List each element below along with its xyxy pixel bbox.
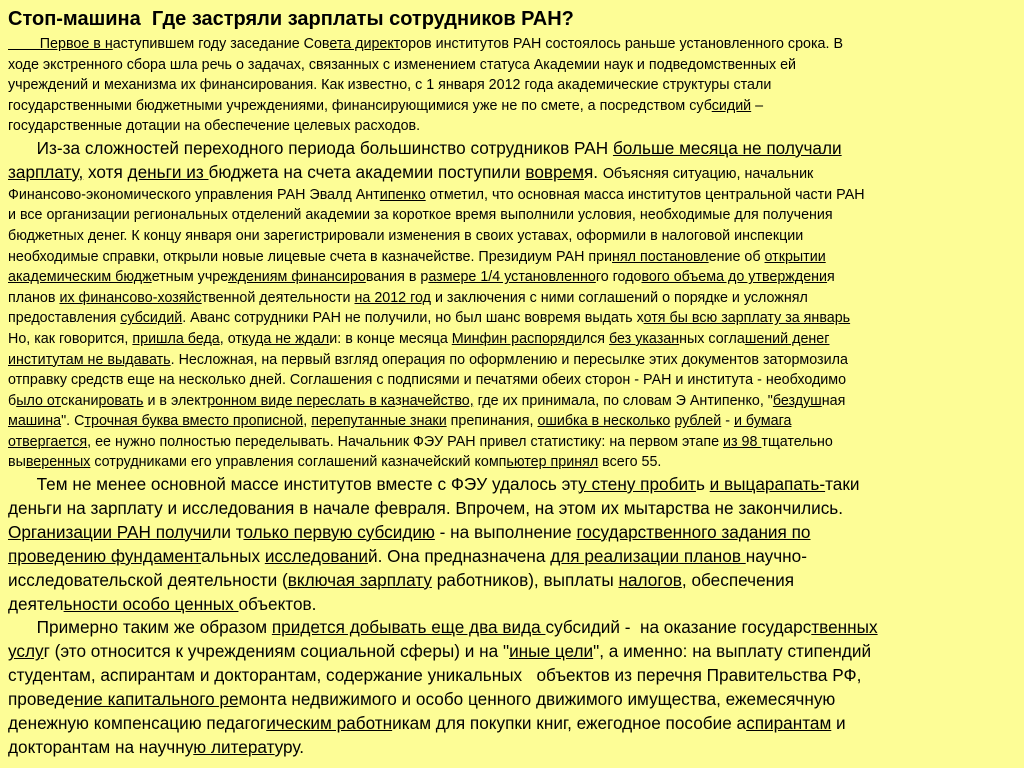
text-line (8, 308, 1024, 329)
underlined-link[interactable]: включая зарплату (287, 569, 432, 590)
text-segment: вания в р (365, 269, 429, 286)
text-line (8, 185, 1024, 206)
underlined-link[interactable]: отвергается (8, 433, 88, 450)
text-segment: хотя (83, 161, 128, 182)
text-segment: отметил, что основная масса институтов центральной части РАН (425, 186, 865, 203)
underlined-link[interactable]: налогов (618, 569, 682, 590)
text-line (8, 569, 1024, 593)
text-segment: б (8, 392, 17, 409)
underlined-link[interactable]: ета директ (329, 36, 401, 52)
text-segment: з (395, 392, 402, 409)
text-segment: . Аванс сотрудники РАН не получили, но был шанс вовремя выдать х (182, 310, 644, 327)
underlined-link[interactable]: ровать (98, 392, 144, 409)
underlined-link[interactable]: Первое в н (8, 36, 113, 52)
text-segment: ная (821, 392, 846, 409)
text-segment: Финансово-экономического управления РАН Эвалд Ант (8, 186, 380, 203)
text-line (8, 411, 1024, 432)
underlined-link[interactable]: на 2012 год (354, 289, 431, 306)
text-segment: необходимые справки, открыли новые лицевые счета в казначействе. Президиум РАН при (8, 248, 613, 265)
text-segment: етным учре (151, 269, 229, 286)
text-segment: Но, как говорится, (8, 330, 133, 347)
text-line (8, 688, 1024, 712)
text-line (8, 640, 1024, 664)
text-line (8, 370, 1024, 391)
text-line (8, 116, 1024, 137)
underlined-link[interactable]: их финансово-хозяйс (59, 289, 202, 306)
text-line (8, 34, 1024, 55)
underlined-link[interactable]: у стену пробит (578, 474, 696, 495)
underlined-link[interactable]: вого объема до утверждени (641, 269, 828, 286)
text-line (8, 664, 1024, 688)
underlined-link[interactable]: иные цели (509, 641, 594, 662)
text-line (8, 55, 1024, 76)
text-segment: ение об (708, 248, 765, 265)
underlined-link[interactable]: ние капитального ре (74, 689, 239, 710)
text-line (8, 96, 1024, 117)
underlined-link[interactable]: услу (8, 641, 44, 662)
text-segment: Примерно таким же образом (8, 617, 272, 638)
text-segment: предоставления (8, 310, 121, 327)
underlined-link[interactable]: рублей (674, 413, 722, 430)
text-segment: скани (60, 392, 99, 409)
underlined-link[interactable]: твенных (811, 617, 878, 638)
text-segment: где их принимала, по словам Э Антипенко, " (473, 392, 773, 409)
text-line (8, 288, 1024, 309)
text-segment: лся (581, 330, 609, 347)
text-segment: монта недвижимого и особо ценного движимого имущества, ежемесячную (238, 689, 836, 710)
underlined-link[interactable]: придется добывать еще два вида (271, 617, 546, 638)
underlined-link[interactable]: веренных (25, 454, 91, 471)
text-line (8, 247, 1024, 268)
underlined-link[interactable]: проведению фундамент (8, 545, 202, 566)
underlined-link[interactable]: для реализации планов (550, 545, 746, 566)
text-segment: ь (695, 474, 710, 495)
text-segment: всего 55. (598, 454, 662, 471)
underlined-link[interactable]: ипенко (379, 186, 426, 203)
text-segment: и все организации региональных отделений академии за короткое время выполнили условия, необходимые для получения (8, 207, 833, 224)
text-segment: планов (8, 289, 60, 306)
underlined-link[interactable]: академическим бюдж (8, 269, 152, 286)
underlined-link[interactable]: институтам не выдавать (8, 351, 171, 368)
text-segment: препинания, (446, 413, 538, 430)
text-line (8, 432, 1024, 453)
text-segment: оров институтов РАН состоялось раньше установленного срока. В (400, 36, 843, 52)
article-text (8, 34, 1024, 760)
underlined-link[interactable]: зарплату, (8, 161, 84, 182)
text-segment: ", а именно: на выплату стипендий (593, 641, 872, 662)
text-segment: бюджета на счета академии поступили (208, 161, 526, 182)
text-segment: Объясняя ситуацию, начальник (602, 165, 814, 182)
text-segment: ходе экстренного сбора шла речь о задачах, связанных с изменением статуса Академии наук и подведомственных ей (8, 56, 797, 73)
underlined-link[interactable]: из 98 (723, 433, 762, 450)
underlined-link[interactable]: перепутанные знаки (311, 413, 447, 430)
page-title: Стоп-машина Где застряли зарплаты сотрудников РАН? (8, 8, 574, 30)
text-segment: – (751, 97, 764, 114)
text-segment: денежную компенсацию педагог (8, 712, 267, 733)
text-line (8, 545, 1024, 569)
underlined-link[interactable]: ьности особо ценных (63, 593, 239, 614)
text-segment: , ее нужно полностью переделывать. Начальник ФЭУ РАН привел статистику: на первом этапе (87, 433, 723, 450)
underlined-link[interactable]: ждениям финансиро (228, 269, 366, 286)
underlined-link[interactable]: ическим работн (266, 712, 393, 733)
text-segment: работников), выплаты (431, 569, 619, 590)
text-segment: научно- (745, 545, 807, 566)
text-segment: Тем не менее основной массе институтов вместе с ФЭУ удалось эт (8, 474, 579, 495)
text-segment: , (303, 413, 312, 430)
text-line (8, 161, 1024, 185)
underlined-link[interactable]: отя бы всю зарплату за январь (643, 310, 851, 327)
underlined-link[interactable]: олько первую субсидию (243, 521, 435, 542)
underlined-link[interactable]: воврем (525, 161, 584, 182)
text-line (8, 616, 1024, 640)
underlined-link[interactable]: пришла беда (132, 330, 220, 347)
text-line (8, 497, 1024, 521)
underlined-link[interactable]: ронном виде переслать в ка (207, 392, 396, 409)
underlined-link[interactable]: и бумага (733, 413, 792, 430)
text-line (8, 391, 1024, 412)
underlined-link[interactable]: и выцарапать- (709, 474, 826, 495)
text-segment: икам для покупки книг, ежегодное пособие а (392, 712, 747, 733)
text-segment: тщательно (761, 433, 833, 450)
text-segment: объектов. (238, 593, 317, 614)
text-segment: го годо (595, 269, 642, 286)
text-segment: - (721, 413, 734, 430)
text-line (8, 137, 1024, 161)
underlined-link[interactable]: спирантам (746, 712, 832, 733)
underlined-link[interactable]: ю литерат (193, 736, 275, 757)
text-segment: государственные дотации на обеспечение целевых расходов. (8, 118, 421, 135)
underlined-link[interactable]: субсидий (120, 310, 183, 327)
underlined-link[interactable]: куда не ждал (241, 330, 330, 347)
text-segment: докторантам на научну (8, 736, 194, 757)
text-segment: - на выполнение (434, 521, 577, 542)
text-segment: и заключения с ними соглашений о порядке и усложнял (430, 289, 808, 306)
underlined-link[interactable]: исследовани (264, 545, 369, 566)
text-line (8, 521, 1024, 545)
text-segment: проведе (8, 689, 75, 710)
underlined-link[interactable]: начейство, (401, 392, 474, 409)
text-line (8, 473, 1024, 497)
text-segment: отправку средств еще на несколько дней. Соглашения с подписями и печатями обеих сторон - РАН и института - необходимо (8, 372, 847, 389)
text-segment: уру. (274, 736, 305, 757)
underlined-link[interactable]: трочная буква вместо прописной (84, 413, 304, 430)
text-segment: и (831, 712, 846, 733)
text-segment: и в элект (143, 392, 208, 409)
underlined-link[interactable]: ьютер принял (506, 454, 599, 471)
text-line (8, 329, 1024, 350)
text-segment: исследовательской деятельности ( (8, 569, 288, 590)
underlined-link[interactable]: деньги из (127, 161, 209, 182)
text-segment: вы (8, 454, 26, 471)
text-segment: сотрудниками его управления соглашений казначейский комп (90, 454, 507, 471)
text-segment: и: в конце месяца (329, 330, 452, 347)
text-line (8, 267, 1024, 288)
text-segment: . Несложная, на первый взгляд операция по оформлению и пересылке этих документов затормозила (170, 351, 848, 368)
text-segment: на оказание государс (635, 617, 812, 638)
text-segment: я. (583, 161, 603, 182)
text-segment: государственными бюджетными учреждениями, финансирующимися уже не по смете, а посредством суб (8, 97, 712, 114)
underlined-link[interactable]: нял постановл (612, 248, 709, 265)
underlined-link[interactable]: ошибка в несколько (537, 413, 671, 430)
text-segment: й. Она предназначена (368, 545, 551, 566)
underlined-link[interactable]: больше месяца не получали (612, 137, 842, 158)
text-segment: деньги на зарплату и исследования в начале февраля. Впрочем, на этом их мытарства не закончились. (8, 497, 844, 518)
underlined-link[interactable]: шений денег (744, 330, 830, 347)
text-line (8, 205, 1024, 226)
text-line (8, 736, 1024, 760)
underlined-link[interactable]: открытии (764, 248, 826, 265)
underlined-link[interactable]: Минфин распоряди (451, 330, 582, 347)
text-segment: г (это относится к учреждениям социальной сферы) и на " (43, 641, 510, 662)
text-line (8, 350, 1024, 371)
text-line (8, 75, 1024, 96)
underlined-link[interactable]: бездуш (772, 392, 822, 409)
text-line (8, 226, 1024, 247)
text-segment: альных (201, 545, 265, 566)
text-segment: твенной деятельности (201, 289, 355, 306)
text-segment: , обеспечения (681, 569, 795, 590)
text-segment: бюджетных денег. К концу января они зарегистрировали изменения в своих уставах, оформили в налоговой инспекции (8, 227, 804, 244)
text-segment: студентам, аспирантам и докторантам, содержание уникальных объектов из перечня Правительства РФ, (8, 665, 862, 686)
underlined-link[interactable]: без указан (609, 330, 680, 347)
text-segment: учреждений и механизма их финансирования. Как известно, с 1 января 2012 года академические структуры стали (8, 77, 772, 94)
text-segment: , от (219, 330, 242, 347)
text-line (8, 712, 1024, 736)
text-segment: ". С (61, 413, 85, 430)
text-segment: ли т (211, 521, 244, 542)
text-segment: я (827, 269, 835, 286)
underlined-link[interactable]: сидий (711, 97, 752, 114)
underlined-link[interactable]: Организации РАН получи (8, 521, 212, 542)
text-line (8, 593, 1024, 617)
text-segment: ных согла (679, 330, 745, 347)
text-segment: субсидий - (545, 617, 636, 638)
text-segment: деятел (8, 593, 64, 614)
text-line (8, 452, 1024, 473)
underlined-link[interactable]: государственного задания по (576, 521, 811, 542)
underlined-link[interactable]: ыло от (16, 392, 61, 409)
underlined-link[interactable]: машина (8, 413, 62, 430)
text-segment: Из-за сложностей переходного периода большинство сотрудников РАН (8, 137, 613, 158)
text-segment: таки (825, 474, 860, 495)
text-segment: аступившем году заседание Сов (112, 36, 330, 52)
underlined-link[interactable]: азмере 1/4 установленно (428, 269, 596, 286)
